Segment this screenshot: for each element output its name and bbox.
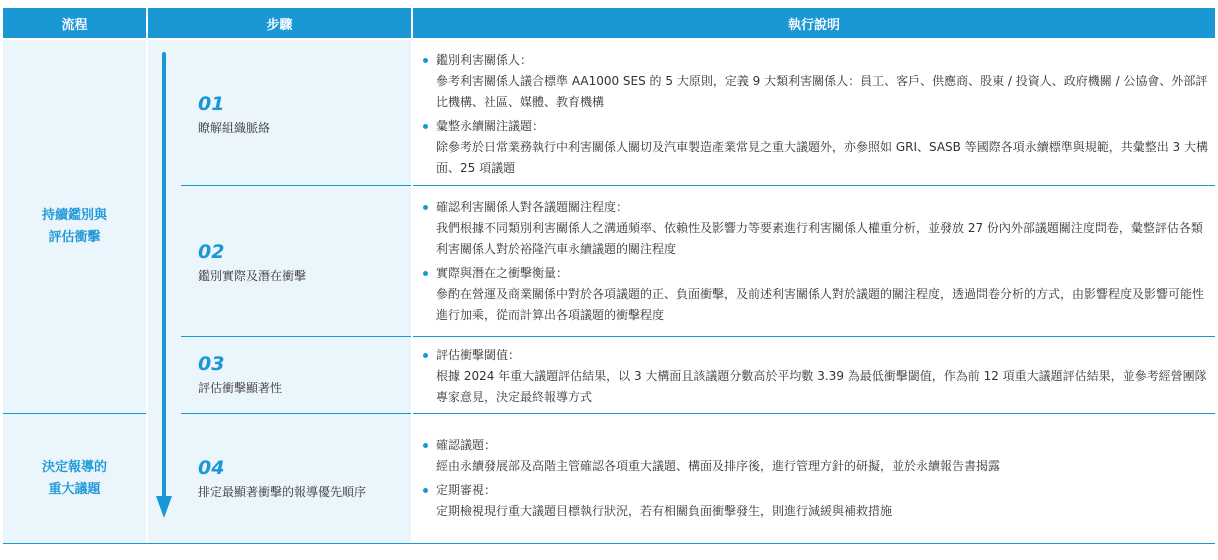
table-bottom-border <box>3 543 1215 544</box>
description-divider <box>413 336 1215 337</box>
description-item <box>420 116 1210 179</box>
item-title: 定期審視： <box>436 483 497 497</box>
item-text: 參考利害關係人議合標準 AA1000 SES 的 5 大原則，定義 9 大類利害關係人：員工、客戶、供應商、股東 / 投資人、政府機關 / 公協會、外部評比機構、社區、媒體、教育機構 <box>436 74 1208 109</box>
flow-label: 重大議題 <box>48 481 101 497</box>
step-01 <box>198 92 270 138</box>
process-arrow-line <box>162 52 166 499</box>
item-text: 定期檢視現行重大議題目標執行狀況，若有相關負面衝擊發生，則進行減緩與補救措施 <box>436 504 893 518</box>
flow-label: 持續鑑別與 <box>41 207 107 223</box>
description-item <box>420 50 1210 113</box>
arrow-down-icon <box>156 496 172 518</box>
description-item <box>420 435 1210 477</box>
description-divider <box>413 185 1215 186</box>
description-item <box>420 345 1210 408</box>
item-text: 我們根據不同類別利害關係人之溝通頻率、依賴性及影響力等要素進行利害關係人權重分析，並發放 27 份內外部議題關注度問卷，彙整評估各類利害關係人對於裕隆汽車永續議題的關注程度 <box>436 221 1203 256</box>
step-number: 02 <box>198 241 225 263</box>
description-step-04 <box>420 435 1210 522</box>
description-item <box>420 197 1210 260</box>
step-04 <box>198 456 366 502</box>
bullet-icon <box>423 205 428 210</box>
item-text: 除參考於日常業務執行中利害關係人關切及汽車製造產業常見之重大議題外，亦參照如 GRI、SASB 等國際各項永續標準與規範，共彙整出 3 大構面、25 項議題 <box>436 140 1208 175</box>
header-description: 執行說明 <box>413 8 1215 38</box>
bullet-icon <box>423 443 428 448</box>
step-number: 04 <box>198 457 225 479</box>
flow-cell-identify <box>3 40 146 413</box>
description-step-01 <box>420 50 1210 179</box>
item-title: 確認議題： <box>436 438 497 452</box>
header-flow: 流程 <box>3 8 146 38</box>
bullet-icon <box>423 124 428 129</box>
flow-column <box>3 40 146 543</box>
step-divider <box>181 413 411 414</box>
bullet-icon <box>423 271 428 276</box>
bullet-icon <box>423 353 428 358</box>
item-title: 評估衝擊閾值： <box>436 348 521 362</box>
item-title: 實際與潛在之衝擊衡量： <box>436 266 569 280</box>
flow-label: 決定報導的 <box>41 459 107 475</box>
description-item <box>420 263 1210 326</box>
item-text: 參酌在營運及商業關係中對於各項議題的正、負面衝擊，及前述利害關係人對於議題的關注程度，透過問卷分析的方式，由影響程度及影響可能性進行加乘，從而計算出各項議題的衝擊程度 <box>436 287 1205 322</box>
step-03 <box>198 352 282 398</box>
item-title: 彙整永續關注議題： <box>436 119 545 133</box>
description-divider <box>413 413 1215 414</box>
item-text: 經由永續發展部及高階主管確認各項重大議題、構面及排序後，進行管理方針的研擬，並於永續報告書揭露 <box>436 459 1001 473</box>
step-02 <box>198 240 306 286</box>
description-item <box>420 480 1210 522</box>
description-step-02 <box>420 197 1210 326</box>
bullet-icon <box>423 58 428 63</box>
step-label: 鑑別實際及潛在衝擊 <box>198 269 307 283</box>
step-number: 03 <box>198 353 225 375</box>
flow-label: 評估衝擊 <box>48 229 101 245</box>
bullet-icon <box>423 488 428 493</box>
step-label: 瞭解組織脈絡 <box>198 121 271 135</box>
step-label: 排定最顯著衝擊的報導優先順序 <box>198 485 367 499</box>
step-number: 01 <box>198 93 225 115</box>
item-title: 鑑別利害關係人： <box>436 53 533 67</box>
description-step-03 <box>420 345 1210 408</box>
step-label: 評估衝擊顯著性 <box>198 381 283 395</box>
item-text: 根據 2024 年重大議題評估結果，以 3 大構面且該議題分數高於平均數 3.39 為最低衝擊閾值，作為前 12 項重大議題評估結果，並參考經營團隊專家意見，決定最終報導方式 <box>436 369 1207 404</box>
flow-cell-determine <box>3 414 146 543</box>
header-step: 步驟 <box>148 8 411 38</box>
step-divider <box>181 185 411 186</box>
item-title: 確認利害關係人對各議題關注程度： <box>436 200 629 214</box>
step-divider <box>181 336 411 337</box>
step-column <box>148 40 411 543</box>
